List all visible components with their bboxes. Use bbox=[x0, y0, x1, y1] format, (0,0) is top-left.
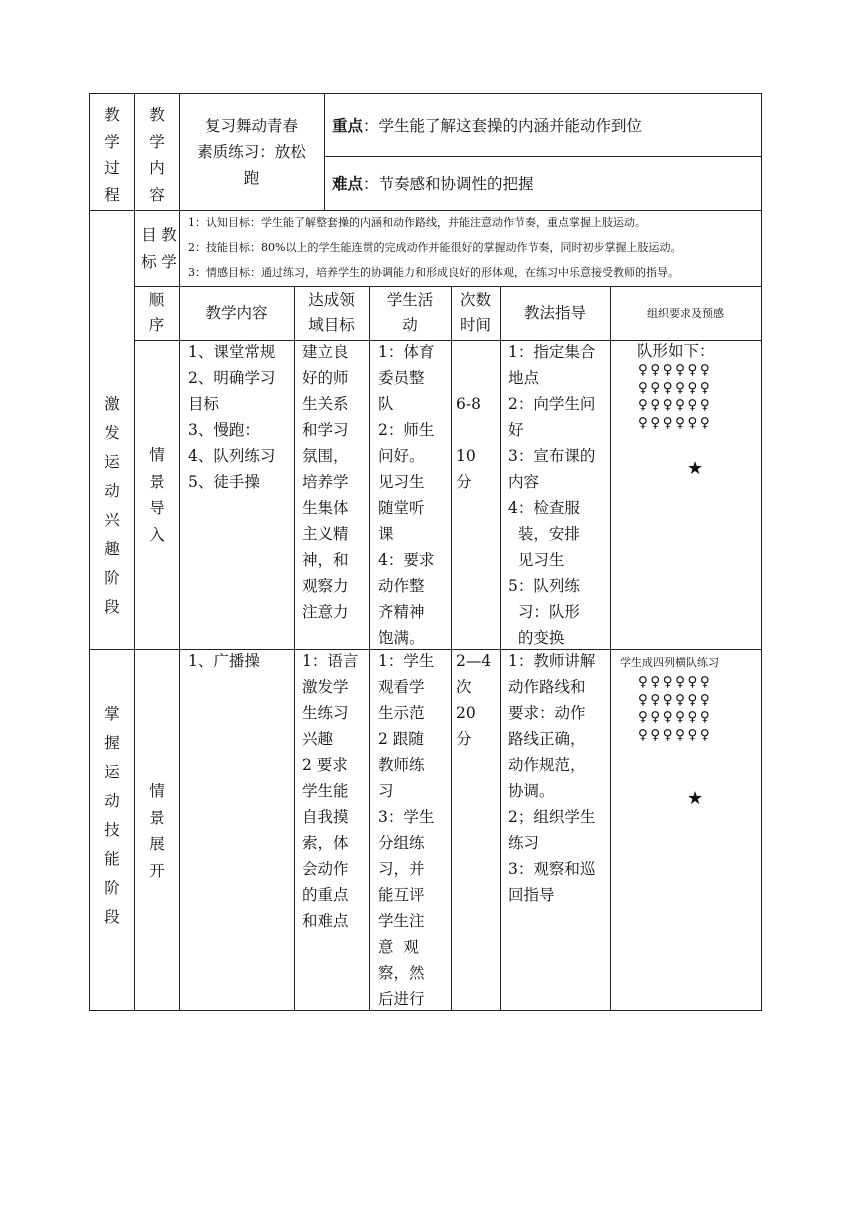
domain-line: 会动作 bbox=[302, 860, 349, 878]
method-line: 要求：动作 bbox=[508, 704, 586, 722]
activity-line: 察，然 bbox=[378, 964, 425, 982]
col-header-order-1: 顺 bbox=[148, 291, 165, 309]
activity-line: 课 bbox=[378, 525, 394, 543]
domain-line: 1：语言 bbox=[302, 652, 359, 670]
activity-line: 3：学生 bbox=[378, 808, 435, 826]
formation-row: ♀♀♀♀♀♀ bbox=[638, 691, 713, 708]
col-header-domain-1: 达成领 bbox=[308, 291, 355, 309]
activity-line: 学生注 bbox=[378, 912, 425, 930]
times-line: 分 bbox=[456, 473, 472, 491]
method-line: 协调。 bbox=[508, 782, 555, 800]
content-line: 4、队列练习 bbox=[188, 447, 276, 465]
key-point-label: 重点 bbox=[332, 116, 364, 135]
content-line: 目标 bbox=[188, 395, 220, 413]
goals-label-left: 目 标 bbox=[141, 226, 157, 271]
col-divider-times bbox=[500, 286, 501, 1011]
table-border-bottom bbox=[89, 1010, 762, 1011]
method-line: 回指导 bbox=[508, 886, 555, 904]
col-divider-activity bbox=[451, 286, 452, 1011]
content-line: 1、课堂常规 bbox=[188, 343, 276, 361]
method-line: 习：队形 bbox=[508, 603, 580, 621]
col-divider-domain bbox=[369, 286, 370, 1011]
activity-line: 习 bbox=[378, 782, 394, 800]
difficulty-label: 难点 bbox=[332, 174, 364, 193]
difficulty bbox=[332, 171, 534, 198]
content-line: 3、慢跑： bbox=[188, 421, 260, 439]
stage2-order: 情 景 展 开 bbox=[149, 782, 165, 880]
content-text-line-2: 素质练习：放松 bbox=[197, 143, 306, 161]
table-border-right bbox=[761, 93, 762, 1011]
col-header-times-2: 时间 bbox=[459, 316, 491, 334]
method-line: 2；组织学生 bbox=[508, 808, 596, 826]
formation-row: ♀♀♀♀♀♀ bbox=[638, 414, 713, 431]
goal-item-3: 3：情感目标：通过练习，培养学生的协调能力和形成良好的形体观，在练习中乐意接受教师的指导。 bbox=[188, 266, 679, 279]
domain-line: 生关系 bbox=[302, 395, 349, 413]
method-line: 装，安排 bbox=[508, 525, 580, 543]
method-line: 3：宣布课的 bbox=[508, 447, 596, 465]
col-divider-3-top bbox=[324, 93, 325, 211]
teacher-star-icon: ★ bbox=[687, 458, 704, 479]
activity-line: 1：体育 bbox=[378, 343, 435, 361]
method-line: 5：队列练 bbox=[508, 577, 580, 595]
activity-line: 意 观 bbox=[378, 938, 419, 956]
domain-line: 和难点 bbox=[302, 912, 349, 930]
col-header-method: 教法指导 bbox=[523, 304, 586, 322]
stage1-name: 激 发 运 动 兴 趣 阶 段 bbox=[104, 395, 120, 616]
domain-line: 生练习 bbox=[302, 704, 349, 722]
domain-line: 兴趣 bbox=[302, 730, 334, 748]
stage2-org-title: 学生成四列横队练习 bbox=[620, 656, 719, 669]
table-border-top bbox=[89, 93, 762, 94]
stage2-name: 掌 握 运 动 技 能 阶 段 bbox=[104, 705, 120, 926]
activity-line: 能互评 bbox=[378, 886, 425, 904]
domain-line: 观察力 bbox=[302, 577, 349, 595]
activity-line: 教师练 bbox=[378, 756, 425, 774]
formation-row: ♀♀♀♀♀♀ bbox=[638, 709, 713, 725]
activity-line: 饱满。 bbox=[378, 629, 425, 647]
activity-line: 4：要求 bbox=[378, 551, 435, 569]
activity-line: 随堂听 bbox=[378, 499, 425, 517]
method-line: 4：检查服 bbox=[508, 499, 580, 517]
times-line: 10 bbox=[456, 447, 476, 465]
content-text-line-3: 跑 bbox=[243, 169, 260, 187]
method-line: 3：观察和巡 bbox=[508, 860, 596, 878]
activity-line: 1：学生 bbox=[378, 652, 435, 670]
stage1-org-title: 队形如下： bbox=[637, 342, 715, 360]
activity-line: 见习生 bbox=[378, 473, 425, 491]
content-line: 5、徒手操 bbox=[188, 473, 260, 491]
key-point bbox=[332, 113, 642, 140]
method-line: 地点 bbox=[508, 369, 540, 387]
domain-line: 建立良 bbox=[302, 343, 349, 361]
activity-line: 后进行 bbox=[378, 990, 425, 1008]
content-header-label: 教 学 内 容 bbox=[149, 106, 165, 204]
formation-row: ♀♀♀♀♀♀ bbox=[638, 397, 713, 413]
method-line: 内容 bbox=[508, 473, 540, 491]
col-header-activity-1: 学生活 bbox=[386, 291, 434, 309]
method-line: 路线正确， bbox=[508, 730, 586, 748]
method-line: 见习生 bbox=[508, 551, 565, 569]
method-line: 好 bbox=[508, 421, 524, 439]
activity-line: 分组练 bbox=[378, 834, 425, 852]
domain-line: 氛围， bbox=[302, 447, 349, 465]
activity-line: 问好。 bbox=[378, 447, 425, 465]
domain-line: 自我摸 bbox=[302, 808, 349, 826]
goals-label-right: 教 学 bbox=[161, 226, 177, 271]
row-divider-header bbox=[89, 210, 762, 211]
formation-row: ♀♀♀♀♀♀ bbox=[638, 674, 713, 690]
activity-line: 动作整 bbox=[378, 577, 425, 595]
col-header-order-2: 序 bbox=[148, 316, 165, 334]
method-line: 动作规范， bbox=[508, 756, 586, 774]
formation-row: ♀♀♀♀♀♀ bbox=[638, 726, 713, 743]
key-point-text: ：学生能了解这套操的内涵并能动作到位 bbox=[363, 117, 643, 135]
col-divider-1 bbox=[134, 93, 135, 1011]
times-line: 6-8 bbox=[456, 395, 481, 413]
activity-line: 习，并 bbox=[378, 860, 425, 878]
times-line: 次 bbox=[456, 678, 472, 696]
activity-line: 委员整 bbox=[378, 369, 425, 387]
domain-line: 2 要求 bbox=[302, 756, 348, 774]
col-header-content: 教学内容 bbox=[205, 304, 268, 322]
activity-line: 2 跟随 bbox=[378, 730, 424, 748]
goal-item-1: 1：认知目标：学生能了解整套操的内涵和动作路线，并能注意动作节奏，重点掌握上肢运动。 bbox=[188, 216, 646, 229]
domain-line: 的重点 bbox=[302, 886, 349, 904]
activity-line: 齐精神 bbox=[378, 603, 425, 621]
formation-row: ♀♀♀♀♀♀ bbox=[638, 379, 713, 396]
col-header-domain-2: 域目标 bbox=[308, 316, 355, 334]
row-divider-keypoint bbox=[324, 156, 762, 157]
col-header-times-1: 次数 bbox=[459, 291, 491, 309]
goal-item-2: 2：技能目标：80%以上的学生能连贯的完成动作并能很好的掌握动作节奏，同时初步掌握上肢运动。 bbox=[188, 241, 682, 254]
difficulty-text: ：节奏感和协调性的把握 bbox=[363, 175, 534, 193]
domain-line: 学生能 bbox=[302, 782, 349, 800]
method-line: 2：向学生问 bbox=[508, 395, 596, 413]
method-line: 动作路线和 bbox=[508, 678, 586, 696]
domain-line: 神，和 bbox=[302, 551, 349, 569]
domain-line: 好的师 bbox=[302, 369, 349, 387]
col-divider-content bbox=[294, 286, 295, 1011]
domain-line: 培养学 bbox=[302, 473, 349, 491]
col-header-activity-2: 动 bbox=[402, 316, 418, 334]
activity-line: 生示范 bbox=[378, 704, 425, 722]
stage-header-label: 教 学 过 程 bbox=[104, 106, 120, 204]
method-line: 1：教师讲解 bbox=[508, 652, 596, 670]
col-divider-method bbox=[610, 286, 611, 1011]
method-line: 的变换 bbox=[508, 629, 565, 647]
content-line: 2、明确学习 bbox=[188, 369, 276, 387]
times-line: 2—4 bbox=[456, 652, 492, 670]
content-text-line-1: 复习舞动青春 bbox=[204, 117, 298, 135]
activity-line: 2：师生 bbox=[378, 421, 435, 439]
content-line: 1、广播操 bbox=[188, 652, 260, 670]
method-line: 1：指定集合 bbox=[508, 343, 596, 361]
domain-line: 主义精 bbox=[302, 525, 349, 543]
domain-line: 和学习 bbox=[302, 421, 349, 439]
formation-row: ♀♀♀♀♀♀ bbox=[638, 362, 713, 378]
table-border-left bbox=[89, 93, 90, 1011]
domain-line: 注意力 bbox=[302, 603, 349, 621]
domain-line: 激发学 bbox=[302, 678, 349, 696]
domain-line: 索，体 bbox=[302, 834, 349, 852]
activity-line: 观看学 bbox=[378, 678, 425, 696]
teacher-star-icon: ★ bbox=[687, 788, 704, 809]
times-line: 分 bbox=[456, 730, 472, 748]
col-divider-order bbox=[179, 286, 180, 1011]
row-divider-goals bbox=[134, 286, 762, 287]
method-line: 练习 bbox=[508, 834, 540, 852]
stage1-order: 情 景 导 入 bbox=[149, 446, 165, 544]
activity-line: 队 bbox=[378, 395, 394, 413]
times-line: 20 bbox=[456, 704, 476, 722]
col-header-org: 组织要求及预感 bbox=[647, 307, 724, 320]
domain-line: 生集体 bbox=[302, 499, 349, 517]
